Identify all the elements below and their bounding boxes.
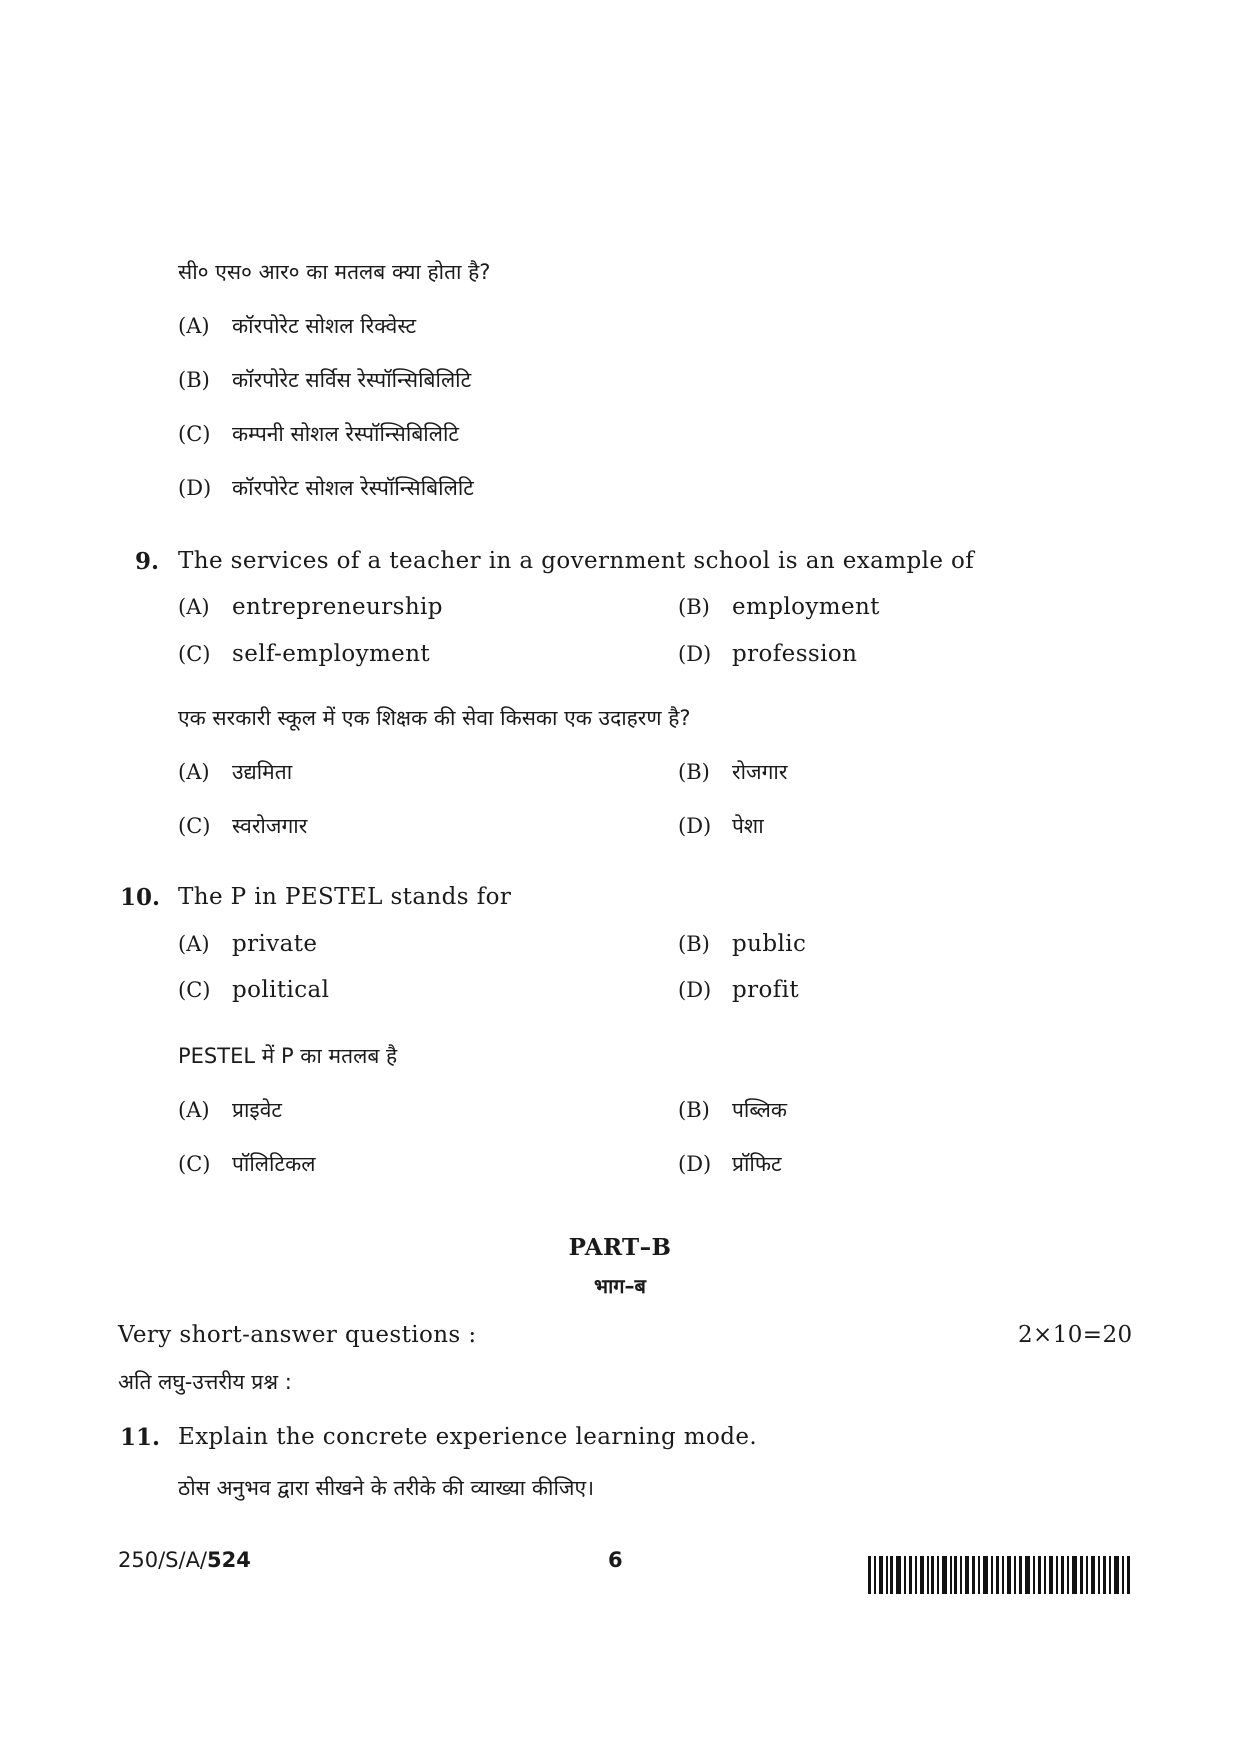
q10-option-a-hi: (A) प्राइवेट bbox=[178, 1098, 282, 1122]
q9-option-c-en: (C) self-employment bbox=[178, 641, 431, 667]
barcode bbox=[868, 1556, 1130, 1594]
q10-option-b-en: (B) public bbox=[678, 931, 807, 957]
q9-option-c-hi: (C) स्वरोजगार bbox=[178, 814, 308, 838]
q9-option-a-en: (A) entrepreneurship bbox=[178, 594, 443, 620]
q11-question-en: Explain the concrete experience learning mode. bbox=[178, 1424, 758, 1450]
q11-number: 11. bbox=[120, 1424, 161, 1451]
q8-option-a-hi: (A) कॉरपोरेट सोशल रिक्वेस्ट bbox=[178, 314, 417, 338]
q10-option-d-en: (D) profit bbox=[678, 977, 800, 1003]
part-b-instruction-hi: अति लघु-उत्तरीय प्रश्न : bbox=[118, 1370, 292, 1394]
footer-paper-code: 250/S/A/524 bbox=[118, 1548, 251, 1572]
q9-number: 9. bbox=[135, 548, 160, 575]
part-b-instruction-en: Very short-answer questions : bbox=[118, 1322, 477, 1348]
q8-question-hi: सी० एस० आर० का मतलब क्या होता है? bbox=[178, 260, 491, 284]
q11-question-hi: ठोस अनुभव द्वारा सीखने के तरीके की व्याख्या कीजिए। bbox=[178, 1476, 595, 1500]
q10-option-d-hi: (D) प्रॉफिट bbox=[678, 1152, 782, 1176]
q10-option-b-hi: (B) पब्लिक bbox=[678, 1098, 788, 1122]
page-number: 6 bbox=[608, 1548, 623, 1572]
q9-option-d-hi: (D) पेशा bbox=[678, 814, 764, 838]
q9-option-d-en: (D) profession bbox=[678, 641, 858, 667]
part-b-title-en: PART–B bbox=[568, 1234, 672, 1261]
q9-option-b-en: (B) employment bbox=[678, 594, 880, 620]
q8-option-d-hi: (D) कॉरपोरेट सोशल रेस्पॉन्सिबिलिटि bbox=[178, 476, 474, 500]
part-b-marks: 2×10=20 bbox=[1018, 1322, 1133, 1348]
q9-option-b-hi: (B) रोजगार bbox=[678, 760, 788, 784]
q10-question-hi: PESTEL में P का मतलब है bbox=[178, 1044, 398, 1068]
q10-question-en: The P in PESTEL stands for bbox=[178, 884, 512, 910]
q9-question-en: The services of a teacher in a government school is an example of bbox=[178, 548, 975, 574]
q8-option-b-hi: (B) कॉरपोरेट सर्विस रेस्पॉन्सिबिलिटि bbox=[178, 368, 472, 392]
q10-option-c-hi: (C) पॉलिटिकल bbox=[178, 1152, 316, 1176]
q10-option-c-en: (C) political bbox=[178, 977, 330, 1003]
q10-option-a-en: (A) private bbox=[178, 931, 318, 957]
q8-option-c-hi: (C) कम्पनी सोशल रेस्पॉन्सिबिलिटि bbox=[178, 422, 460, 446]
q10-number: 10. bbox=[120, 884, 161, 911]
q9-question-hi: एक सरकारी स्कूल में एक शिक्षक की सेवा किसका एक उदाहरण है? bbox=[178, 706, 691, 730]
q9-option-a-hi: (A) उद्यमिता bbox=[178, 760, 293, 784]
part-b-title-hi: भाग–ब bbox=[594, 1274, 646, 1298]
